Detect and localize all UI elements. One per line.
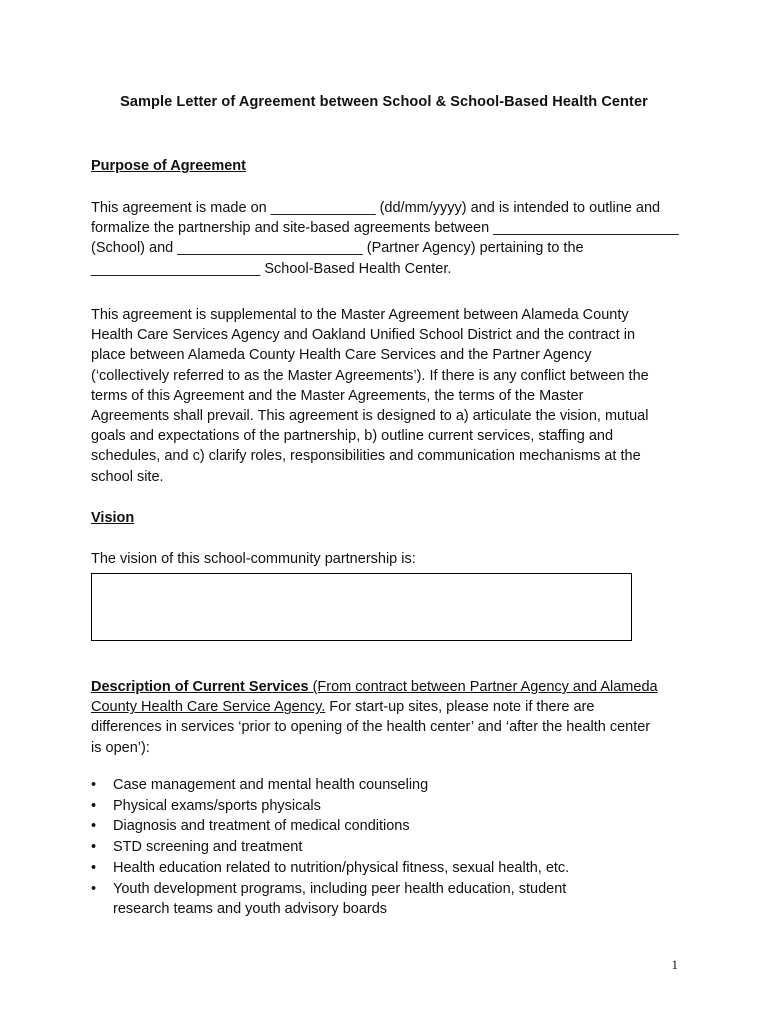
- bullet-icon: •: [91, 839, 97, 856]
- supplement-line: Health Care Services Agency and Oakland Unified School District and the contract in: [91, 327, 636, 344]
- purpose-line: formalize the partnership and site-based agreements between _______________________: [91, 220, 679, 237]
- list-item-text: STD screening and treatment: [113, 839, 303, 856]
- list-item: [91, 879, 681, 919]
- supplement-line: schedules, and c) clarify roles, responsibilities and communication mechanisms at the: [91, 448, 641, 465]
- supplement-paragraph: [91, 305, 681, 487]
- services-paren-2: County Health Care Service Agency.: [91, 699, 326, 716]
- purpose-line: _____________________ School-Based Health Center.: [91, 260, 452, 277]
- purpose-heading: Purpose of Agreement: [91, 158, 246, 174]
- supplement-line: This agreement is supplemental to the Master Agreement between Alameda County: [91, 307, 629, 323]
- services-list-block: [91, 775, 681, 919]
- purpose-line: This agreement is made on _____________ (dd/mm/yyyy) and is intended to outline and: [91, 200, 661, 216]
- vision-input-box[interactable]: [91, 573, 632, 641]
- list-item-text: Physical exams/sports physicals: [113, 797, 321, 814]
- services-intro-line: is open’):: [91, 739, 150, 756]
- services-intro-line-2: [91, 697, 691, 717]
- services-heading: Description of Current Services: [91, 679, 309, 695]
- list-item: [91, 816, 681, 836]
- list-item-text: research teams and youth advisory boards: [113, 900, 388, 917]
- vision-heading-block: [91, 508, 681, 528]
- services-intro: [91, 677, 691, 758]
- bullet-icon: •: [91, 818, 97, 835]
- vision-heading: Vision: [91, 510, 135, 526]
- list-item: [91, 775, 681, 795]
- list-item-text: Diagnosis and treatment of medical conditions: [113, 818, 410, 835]
- list-item: [91, 837, 681, 857]
- supplement-line: (‘collectively referred to as the Master Agreements’). If there is any conflict between the: [91, 367, 649, 384]
- supplement-line: terms of this Agreement and the Master Agreements, the terms of the Master: [91, 387, 584, 404]
- page-number: 1: [671, 957, 678, 972]
- purpose-heading-block: [91, 156, 681, 176]
- services-intro-line-1: [91, 677, 691, 697]
- document-title: Sample Letter of Agreement between School & School-Based Health Center: [120, 94, 648, 110]
- purpose-paragraph: [91, 198, 681, 279]
- services-intro-line: differences in services ‘prior to opening of the health center’ and ‘after the health center: [91, 719, 651, 736]
- purpose-line: (School) and _______________________ (Partner Agency) pertaining to the: [91, 240, 584, 257]
- list-item: [91, 796, 681, 816]
- supplement-line: goals and expectations of the partnership, b) outline current services, staffing and: [91, 428, 614, 445]
- vision-intro-text: The vision of this school-community partnership is:: [91, 551, 416, 567]
- bullet-icon: •: [91, 777, 97, 793]
- services-list: [91, 775, 681, 919]
- list-item-text: Case management and mental health counseling: [113, 777, 429, 793]
- list-item-text: Youth development programs, including peer health education, student: [113, 880, 567, 897]
- supplement-line: place between Alameda County Health Care Services and the Partner Agency: [91, 347, 592, 364]
- bullet-icon: •: [91, 797, 97, 814]
- supplement-line: Agreements shall prevail. This agreement is designed to a) articulate the vision, mutual: [91, 408, 649, 425]
- bullet-icon: •: [91, 859, 97, 876]
- services-paren-1: (From contract between Partner Agency and Alameda: [308, 679, 658, 695]
- vision-intro: [91, 549, 681, 569]
- supplement-line: school site.: [91, 468, 164, 485]
- services-tail: For start-up sites, please note if there are: [325, 699, 595, 716]
- list-item-text: Health education related to nutrition/physical fitness, sexual health, etc.: [113, 859, 570, 876]
- list-item: [91, 858, 681, 878]
- bullet-icon: •: [91, 880, 97, 897]
